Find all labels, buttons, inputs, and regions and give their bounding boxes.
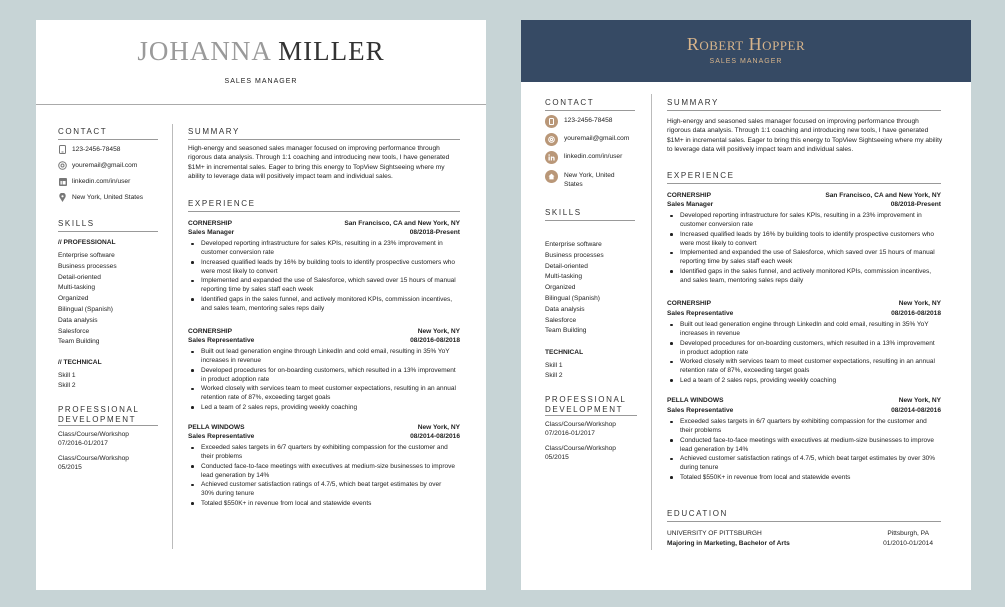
degree: Majoring in Marketing, Bachelor of Arts bbox=[667, 540, 790, 547]
skill-item: Skill 1 bbox=[545, 362, 563, 369]
last-name: MILLER bbox=[278, 36, 385, 66]
phone-icon bbox=[58, 145, 67, 154]
email-icon bbox=[58, 161, 67, 170]
bullet-item: Developed procedures for on-boarding customers, which resulted in a 13% improvement in product adoption rate bbox=[188, 366, 456, 385]
job-dates: 08/2018-Present bbox=[890, 201, 941, 208]
job-dates: 08/2014-08/2016 bbox=[891, 407, 941, 414]
job-bullets bbox=[667, 417, 941, 482]
technical-subheading: TECHNICAL bbox=[545, 349, 584, 356]
bullet-item: Worked closely with services team to meet customer expectations, resulting in an annual retention rate of 87%, exceeding target goals bbox=[667, 357, 941, 376]
education-underline bbox=[667, 521, 941, 522]
skill-item: Team Building bbox=[58, 338, 100, 346]
school-name: UNIVERSITY OF PITTSBURGH bbox=[667, 530, 762, 537]
phone-text: 123-2456-78458 bbox=[72, 146, 121, 153]
dev-course: Class/Course/Workshop bbox=[58, 455, 129, 462]
job-location: New York, NY bbox=[417, 424, 460, 431]
skill-item: Multi-tasking bbox=[545, 273, 583, 281]
dev-course: Class/Course/Workshop bbox=[545, 421, 616, 428]
dev-heading-line1: PROFESSIONAL bbox=[58, 405, 140, 414]
bullet-item: Led a team of 2 sales reps, providing weekly coaching bbox=[188, 403, 456, 412]
dev-underline bbox=[545, 415, 637, 416]
bullet-item: Totaled $550K+ in revenue from local and statewide events bbox=[667, 473, 941, 482]
bullet-item: Increased qualified leads by 16% by building tools to identify prospective customers who were most likely to convert bbox=[188, 258, 456, 277]
dev-entry bbox=[545, 444, 616, 463]
professional-development-heading bbox=[58, 405, 139, 425]
linkedin-icon bbox=[58, 177, 67, 186]
job-role: Sales Representative bbox=[188, 433, 255, 440]
skill-item: Salesforce bbox=[545, 316, 577, 324]
bullet-item: Built out lead generation engine through LinkedIn and cold email, resulting in 35% YoY increases in revenue bbox=[667, 320, 941, 339]
job-bullets bbox=[188, 443, 456, 508]
job-title: SALES MANAGER bbox=[709, 58, 783, 65]
phone-icon bbox=[545, 115, 558, 128]
job-role: Sales Manager bbox=[667, 201, 714, 208]
job-dates: 08/2014-08/2016 bbox=[410, 433, 460, 440]
professional-development-heading bbox=[545, 395, 626, 415]
job-bullets bbox=[667, 211, 941, 285]
experience-underline bbox=[667, 183, 941, 184]
job-bullets bbox=[188, 347, 456, 412]
dev-entry bbox=[58, 454, 129, 473]
job-location: San Francisco, CA and New York, NY bbox=[825, 192, 941, 199]
dev-course: Class/Course/Workshop bbox=[58, 431, 129, 438]
linkedin-text: linkedin.com/in/user bbox=[564, 153, 623, 160]
skill-item: Skill 1 bbox=[58, 372, 76, 379]
job-company: CORNERSHIP bbox=[667, 300, 711, 307]
job-company: CORNERSHIP bbox=[188, 328, 232, 335]
dev-heading-line2: DEVELOPMENT bbox=[58, 415, 137, 424]
bullet-item: Conducted face-to-face meetings with executives at medium-size businesses to improve lead generation by 14% bbox=[667, 436, 941, 455]
skill-item: Bilingual (Spanish) bbox=[545, 294, 600, 302]
email-icon bbox=[545, 133, 558, 146]
column-divider bbox=[651, 94, 652, 550]
resume-robert-hopper bbox=[521, 20, 971, 590]
job-role: Sales Representative bbox=[667, 310, 734, 317]
technical-subheading: // TECHNICAL bbox=[58, 359, 102, 366]
job-dates: 08/2018-Present bbox=[409, 229, 460, 236]
school-location: Pittsburgh, PA bbox=[887, 530, 929, 537]
job-role: Sales Manager bbox=[188, 229, 235, 236]
first-name: JOHANNA bbox=[137, 36, 271, 66]
skill-item: Team Building bbox=[545, 327, 587, 335]
skill-item: Business processes bbox=[545, 251, 604, 259]
skills-heading: SKILLS bbox=[58, 219, 95, 228]
bullet-item: Identified gaps in the sales funnel, and actively monitored KPIs, commission incentives, and sales team, mentoring sales reps daily bbox=[667, 267, 941, 286]
experience-heading: EXPERIENCE bbox=[667, 171, 735, 180]
summary-text: High-energy and seasoned sales manager focused on improving performance through rigorous data analysis. Through 1:1 coaching and introducing new tools, I have generated $1M+ in incremental sales. Eager to bring this energy to TopView Sightseeing where my ability to leverage data will positively impact team and individual sales. bbox=[667, 118, 943, 154]
job-dates: 08/2016-08/2018 bbox=[410, 337, 460, 344]
dev-course: Class/Course/Workshop bbox=[545, 445, 616, 452]
bullet-item: Achieved customer satisfaction ratings of 4.7/5, which beat target estimates by over 30% during tenure bbox=[667, 454, 941, 473]
dev-dates: 07/2016-01/2017 bbox=[545, 430, 595, 438]
dev-heading-line1: PROFESSIONAL bbox=[545, 395, 627, 404]
skill-item: Detail-oriented bbox=[58, 273, 101, 281]
bullet-item: Exceeded sales targets in 6/7 quarters by exhibiting compassion for the customer and their problems bbox=[667, 417, 941, 436]
bullet-item: Led a team of 2 sales reps, providing weekly coaching bbox=[667, 376, 941, 385]
summary-heading: SUMMARY bbox=[667, 98, 719, 107]
location-line1: New York, United bbox=[564, 172, 615, 179]
job-role: Sales Representative bbox=[188, 337, 255, 344]
location-text: New York, United States bbox=[72, 194, 144, 201]
job-dates: 08/2016-08/2018 bbox=[891, 310, 941, 317]
resume-name bbox=[36, 36, 486, 67]
skills-list bbox=[58, 251, 117, 348]
skill-item: Data analysis bbox=[58, 316, 98, 324]
bullet-item: Developed reporting infrastructure for sales KPIs, resulting in a 23% improvement in customer conversion rate bbox=[188, 239, 456, 258]
location-pin-icon bbox=[58, 193, 67, 202]
resume-johanna-miller bbox=[36, 20, 486, 590]
linkedin-text: linkedin.com/in/user bbox=[72, 178, 131, 185]
skill-item: Detail-oriented bbox=[545, 262, 588, 270]
linkedin-icon bbox=[545, 151, 558, 164]
dev-dates: 05/2015 bbox=[58, 464, 82, 472]
email-text: youremail@gmail.com bbox=[72, 162, 138, 169]
contact-underline bbox=[58, 139, 158, 140]
bullet-item: Worked closely with services team to meet customer expectations, resulting in an annual retention rate of 87%, exceeding target goals bbox=[188, 384, 456, 403]
job-location: New York, NY bbox=[417, 328, 460, 335]
home-icon bbox=[545, 170, 558, 183]
dev-entry bbox=[58, 430, 129, 449]
skill-item: Skill 2 bbox=[58, 381, 76, 389]
job-role: Sales Representative bbox=[667, 407, 734, 414]
job-location: New York, NY bbox=[898, 300, 941, 307]
bullet-item: Conducted face-to-face meetings with executives at medium-size businesses to improve lead generation by 14% bbox=[188, 462, 456, 481]
job-bullets bbox=[667, 320, 941, 385]
professional-subheading: // PROFESSIONAL bbox=[58, 239, 116, 246]
bullet-item: Identified gaps in the sales funnel, and actively monitored KPIs, commission incentives, and sales team, mentoring sales reps daily bbox=[188, 295, 456, 314]
bullet-item: Built out lead generation engine through LinkedIn and cold email, resulting in 35% YoY increases in revenue bbox=[188, 347, 456, 366]
contact-heading: CONTACT bbox=[545, 98, 595, 107]
summary-heading: SUMMARY bbox=[188, 127, 240, 136]
location-line2: States bbox=[564, 181, 583, 189]
bullet-item: Developed reporting infrastructure for sales KPIs, resulting in a 23% improvement in customer conversion rate bbox=[667, 211, 941, 230]
skill-item: Enterprise software bbox=[545, 241, 602, 248]
job-bullets bbox=[188, 239, 456, 313]
skills-underline bbox=[58, 231, 158, 232]
header-divider bbox=[36, 104, 486, 105]
technical-list bbox=[545, 361, 563, 381]
bullet-item: Implemented and expanded the use of Salesforce, which saved over 15 hours of manual reporting time by sales staff each week bbox=[188, 276, 456, 295]
bullet-item: Totaled $550K+ in revenue from local and statewide events bbox=[188, 499, 456, 508]
job-company: CORNERSHIP bbox=[188, 220, 232, 227]
column-divider bbox=[172, 124, 173, 549]
job-company: PELLA WINDOWS bbox=[667, 397, 724, 404]
skill-item: Skill 2 bbox=[545, 372, 563, 379]
skill-item: Multi-tasking bbox=[58, 284, 96, 292]
job-location: San Francisco, CA and New York, NY bbox=[344, 220, 460, 227]
experience-heading: EXPERIENCE bbox=[188, 199, 256, 208]
job-company: PELLA WINDOWS bbox=[188, 424, 245, 431]
skill-item: Salesforce bbox=[58, 327, 90, 335]
education-heading: EDUCATION bbox=[667, 509, 728, 518]
bullet-item: Increased qualified leads by 16% by building tools to identify prospective customers who were most likely to convert bbox=[667, 230, 941, 249]
skills-underline bbox=[545, 220, 635, 221]
dev-entry bbox=[545, 420, 616, 439]
skill-item: Organized bbox=[545, 284, 576, 292]
skill-item: Data analysis bbox=[545, 305, 585, 313]
summary-underline bbox=[667, 110, 941, 111]
summary-text: High-energy and seasoned sales manager focused on improving performance through rigorous data analysis. Through 1:1 coaching and introducing new tools, I have generated $1M+ in incremental sales. Eager to bring this energy to TopView Sightseeing where my ability to leverage data will positively impact team and individual sales. bbox=[188, 145, 450, 181]
dev-underline bbox=[58, 425, 158, 426]
location-text bbox=[564, 171, 615, 190]
dev-heading-line2: DEVELOPMENT bbox=[545, 405, 624, 414]
job-location: New York, NY bbox=[898, 397, 941, 404]
summary-underline bbox=[188, 139, 460, 140]
dev-dates: 07/2016-01/2017 bbox=[58, 440, 108, 448]
bullet-item: Achieved customer satisfaction ratings of 4.7/5, which beat target estimates by over 30% during tenure bbox=[188, 480, 456, 499]
skill-item: Enterprise software bbox=[58, 252, 115, 259]
job-company: CORNERSHIP bbox=[667, 192, 711, 199]
job-title: SALES MANAGER bbox=[224, 78, 298, 85]
bullet-item: Developed procedures for on-boarding customers, which resulted in a 13% improvement in product adoption rate bbox=[667, 339, 941, 358]
dev-dates: 05/2015 bbox=[545, 454, 569, 462]
skills-heading: SKILLS bbox=[545, 208, 582, 217]
contact-heading: CONTACT bbox=[58, 127, 108, 136]
degree-dates: 01/2010-01/2014 bbox=[883, 540, 933, 547]
resume-name: Robert Hopper bbox=[686, 34, 806, 54]
skill-item: Bilingual (Spanish) bbox=[58, 305, 113, 313]
technical-list bbox=[58, 371, 76, 390]
skills-list bbox=[545, 240, 604, 337]
skill-item: Business processes bbox=[58, 262, 117, 270]
bullet-item: Implemented and expanded the use of Salesforce, which saved over 15 hours of manual reporting time by sales staff each week bbox=[667, 248, 941, 267]
phone-text: 123-2456-78458 bbox=[564, 117, 613, 124]
experience-underline bbox=[188, 211, 460, 212]
email-text: youremail@gmail.com bbox=[564, 135, 630, 142]
skill-item: Organized bbox=[58, 295, 89, 303]
contact-underline bbox=[545, 110, 635, 111]
bullet-item: Exceeded sales targets in 6/7 quarters by exhibiting compassion for the customer and their problems bbox=[188, 443, 456, 462]
